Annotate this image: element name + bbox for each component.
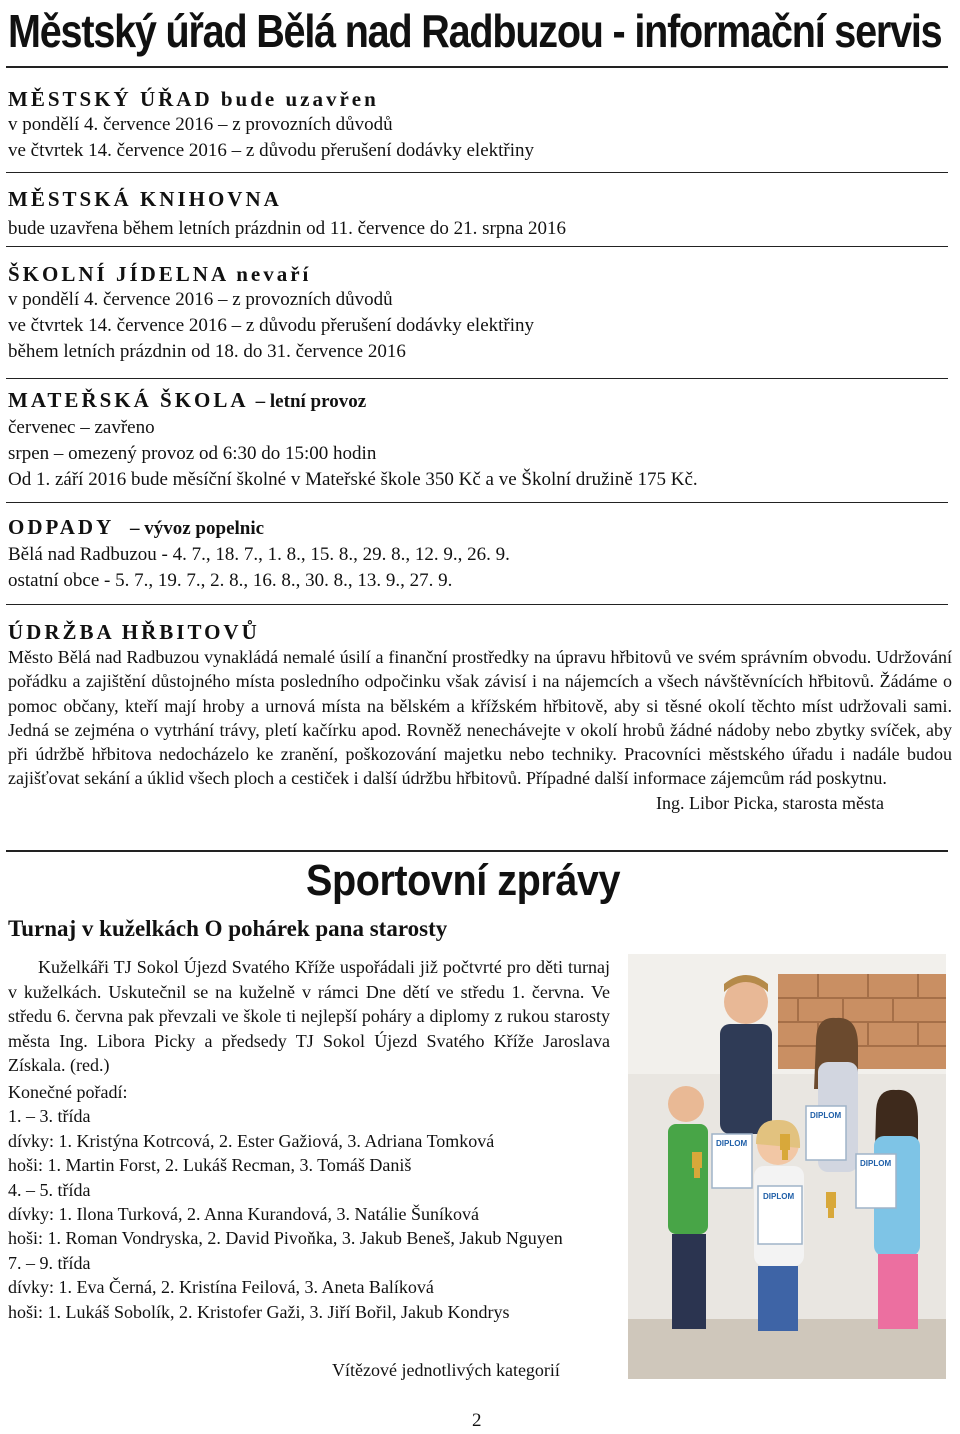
divider: [6, 172, 948, 173]
article-heading: Turnaj v kuželkách O pohárek pana starosty: [8, 916, 448, 941]
sport-title: Sportovní zprávy: [306, 856, 621, 905]
text-line: v pondělí 4. července 2016 – z provozních důvodů: [8, 289, 393, 310]
article-text-body: Kuželkáři TJ Sokol Újezd Svatého Kříže uspořádali již počtvrté pro děti turnaj v kuželkách. Uskutečnil se na kuželně v rámci Dne dětí ve středu 1. června. Ve středu 6. června pak převzali ve škole ti nejlepší poháry a diplomy z rukou starosty města Ing. Libora Picky a předsedy TJ Sokol Újezd Svatého Kříže Jaroslava Získala. (red.): [8, 957, 610, 1075]
result-line: 7. – 9. třída: [8, 1252, 91, 1273]
result-line: dívky: 1. Eva Černá, 2. Kristína Feilová, 3. Aneta Balíková: [8, 1277, 434, 1298]
text-line: Bělá nad Radbuzou - 4. 7., 18. 7., 1. 8., 15. 8., 29. 8., 12. 9., 26. 9.: [8, 544, 510, 565]
section-jidelna: [8, 261, 952, 365]
section-heading: [8, 514, 952, 542]
page-number: 2: [472, 1410, 482, 1431]
divider: [6, 604, 948, 605]
result-line: hoši: 1. Roman Vondryska, 2. David Pivoňka, 3. Jakub Beneš, Jakub Nguyen: [8, 1228, 563, 1249]
result-line: 4. – 5. třída: [8, 1179, 91, 1200]
text-line: Od 1. září 2016 bude měsíční školné v Mateřské škole 350 Kč a ve Školní družině 175 Kč.: [8, 469, 698, 490]
divider: [6, 66, 948, 68]
section-heading-main: ODPADY: [8, 515, 114, 539]
text-line: srpen – omezený provoz od 6:30 do 15:00 hodin: [8, 443, 377, 464]
text-line: během letních prázdnin od 18. do 31. července 2016: [8, 341, 406, 362]
result-line: hoši: 1. Lukáš Sobolík, 2. Kristofer Gaži, 3. Jiří Bořil, Jakub Kondrys: [8, 1301, 510, 1322]
diploma-label: DIPLOM: [860, 1159, 892, 1168]
result-line: 1. – 3. třída: [8, 1106, 91, 1127]
section-heading-main: MATEŘSKÁ ŠKOLA: [8, 388, 248, 412]
section-knihovna: [8, 186, 952, 242]
section-heading-sub: – letní provoz: [255, 391, 367, 412]
results-heading: Konečné pořadí:: [8, 1082, 128, 1102]
section-heading: ÚDRŽBA HŘBITOVŮ: [8, 620, 260, 644]
section-paragraph: Město Bělá nad Radbuzou vynakládá nemalé úsilí a finanční prostředky na úpravu hřbitovů ve svém správním obvodu. Udržování pořádku a zajištění důstojného místa posledního odpočinku však závisí i na nájemcích a všech návštěvnících hřbitovů. Žádáme o pomoc občany, kteří mají hroby a urnová místa na bělském a křížském hřbitově, aby si těsné okolí těchto míst udržovali sami. Jedná se zejména o vytrhání trávy, pletí kačírku apod. Rovněž nenechávejte v okolí hrobů žádné nádoby nebo zbytky svíček, aby při údržbě hřbitova nedocházelo ke zranění, poškozování majetku nebo techniky. Pracovníci městského úřadu i nadále budou zajišťovat sekání a úklid všech ploch a cestiček i další údržbu hřbitovů. Případné další informace zájemcům rád poskytnu.: [8, 647, 952, 789]
section-heading: MĚSTSKÁ KNIHOVNA: [8, 187, 282, 211]
text-line: ve čtvrtek 14. července 2016 – z důvodu přerušení dodávky elektřiny: [8, 315, 535, 336]
text-line: červenec – zavřeno: [8, 417, 155, 438]
winners-photo: [628, 954, 946, 1379]
section-heading: [8, 387, 952, 415]
section-heading: ŠKOLNÍ JÍDELNA nevaří: [8, 262, 312, 286]
text-line: ve čtvrtek 14. července 2016 – z důvodu přerušení dodávky elektřiny: [8, 140, 535, 161]
divider: [6, 502, 948, 503]
diploma-label: DIPLOM: [810, 1111, 842, 1120]
page-title: Městský úřad Bělá nad Radbuzou - informační servis: [8, 5, 942, 57]
diploma-label: DIPLOM: [716, 1139, 748, 1148]
text-line: v pondělí 4. července 2016 – z provozních důvodů: [8, 114, 393, 135]
section-heading: MĚSTSKÝ ÚŘAD bude uzavřen: [8, 87, 379, 111]
divider: [6, 378, 948, 379]
results: [8, 1080, 618, 1324]
text-line: bude uzavřena během letních prázdnin od 11. července do 21. srpna 2016: [8, 218, 567, 239]
divider: [6, 246, 948, 247]
section-hrbitovy: [8, 619, 952, 815]
result-line: dívky: 1. Ilona Turková, 2. Anna Kurandová, 3. Natálie Šuníková: [8, 1204, 479, 1225]
section-urad: [8, 86, 952, 164]
section-heading-sub: – vývoz popelnic: [130, 518, 265, 539]
diploma-label: DIPLOM: [763, 1192, 795, 1201]
result-line: hoši: 1. Martin Forst, 2. Lukáš Recman, 3. Tomáš Daniš: [8, 1155, 412, 1176]
article-text: [8, 955, 610, 1078]
divider: [6, 850, 948, 852]
signature: Ing. Libor Picka, starosta města: [656, 792, 884, 813]
text-line: ostatní obce - 5. 7., 19. 7., 2. 8., 16. 8., 30. 8., 13. 9., 27. 9.: [8, 570, 453, 591]
section-skolka: [8, 387, 952, 493]
section-odpady: [8, 514, 952, 594]
result-line: dívky: 1. Kristýna Kotrcová, 2. Ester Gažiová, 3. Adriana Tomková: [8, 1130, 495, 1151]
photo-caption: Vítězové jednotlivých kategorií: [332, 1360, 560, 1380]
